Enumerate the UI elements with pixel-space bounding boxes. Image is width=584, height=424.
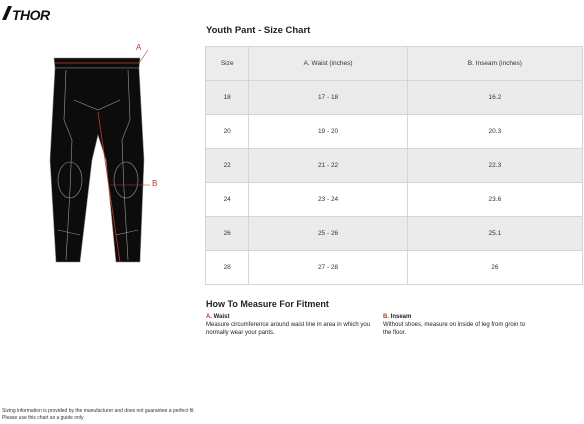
- pants-diagram: [36, 40, 176, 270]
- cell-size: 18: [206, 81, 249, 115]
- inseam-instructions: [383, 313, 533, 337]
- cell-size: 22: [206, 149, 249, 183]
- header-inseam: B. Inseam (inches): [407, 47, 582, 81]
- table-row: [206, 149, 583, 183]
- inseam-letter: B.: [383, 314, 389, 320]
- waist-label: [206, 313, 371, 321]
- cell-size: 20: [206, 115, 249, 149]
- cell-waist: 17 - 18: [249, 81, 407, 115]
- label-a: A: [136, 43, 142, 52]
- cell-size: 24: [206, 183, 249, 217]
- cell-waist: 27 - 28: [249, 251, 407, 285]
- header-size: Size: [206, 47, 249, 81]
- cell-waist: 25 - 26: [249, 217, 407, 251]
- waist-name: Waist: [213, 314, 230, 320]
- waist-text: Measure circumference around waist line in area in which you normally wear your pants.: [206, 322, 371, 336]
- page-title: Youth Pant - Size Chart: [206, 25, 311, 36]
- waist-letter: A.: [206, 314, 212, 320]
- size-chart-table: [205, 46, 583, 285]
- cell-inseam: 20.3: [407, 115, 582, 149]
- cell-inseam: 25.1: [407, 217, 582, 251]
- cell-inseam: 23.6: [407, 183, 582, 217]
- table-header-row: [206, 47, 583, 81]
- inseam-text: Without shoes, measure on inside of leg from groin to the floor.: [383, 322, 526, 336]
- waist-instructions: [206, 313, 371, 337]
- table-row: [206, 251, 583, 285]
- header-waist: A. Waist (inches): [249, 47, 407, 81]
- cell-inseam: 22.3: [407, 149, 582, 183]
- measure-title: How To Measure For Fitment: [206, 299, 329, 309]
- cell-waist: 19 - 20: [249, 115, 407, 149]
- pant-body: [50, 68, 144, 262]
- cell-size: 26: [206, 217, 249, 251]
- label-b: B: [152, 179, 158, 188]
- table-row: [206, 217, 583, 251]
- inseam-name: Inseam: [390, 314, 412, 320]
- cell-inseam: 16.2: [407, 81, 582, 115]
- table-row: [206, 183, 583, 217]
- cell-waist: 23 - 24: [249, 183, 407, 217]
- table-row: [206, 81, 583, 115]
- disclaimer: [2, 408, 195, 422]
- cell-waist: 21 - 22: [249, 149, 407, 183]
- disclaimer-line-1: Sizing information is provided by the manufacturer and does not guarantee a perfect fit.: [2, 408, 195, 414]
- logo-text: THOR: [12, 7, 50, 23]
- cell-inseam: 26: [407, 251, 582, 285]
- inseam-label: [383, 313, 533, 321]
- table-row: [206, 115, 583, 149]
- cell-size: 28: [206, 251, 249, 285]
- disclaimer-line-2: Please use this chart as a guide only: [2, 415, 84, 421]
- thor-logo: [2, 4, 52, 22]
